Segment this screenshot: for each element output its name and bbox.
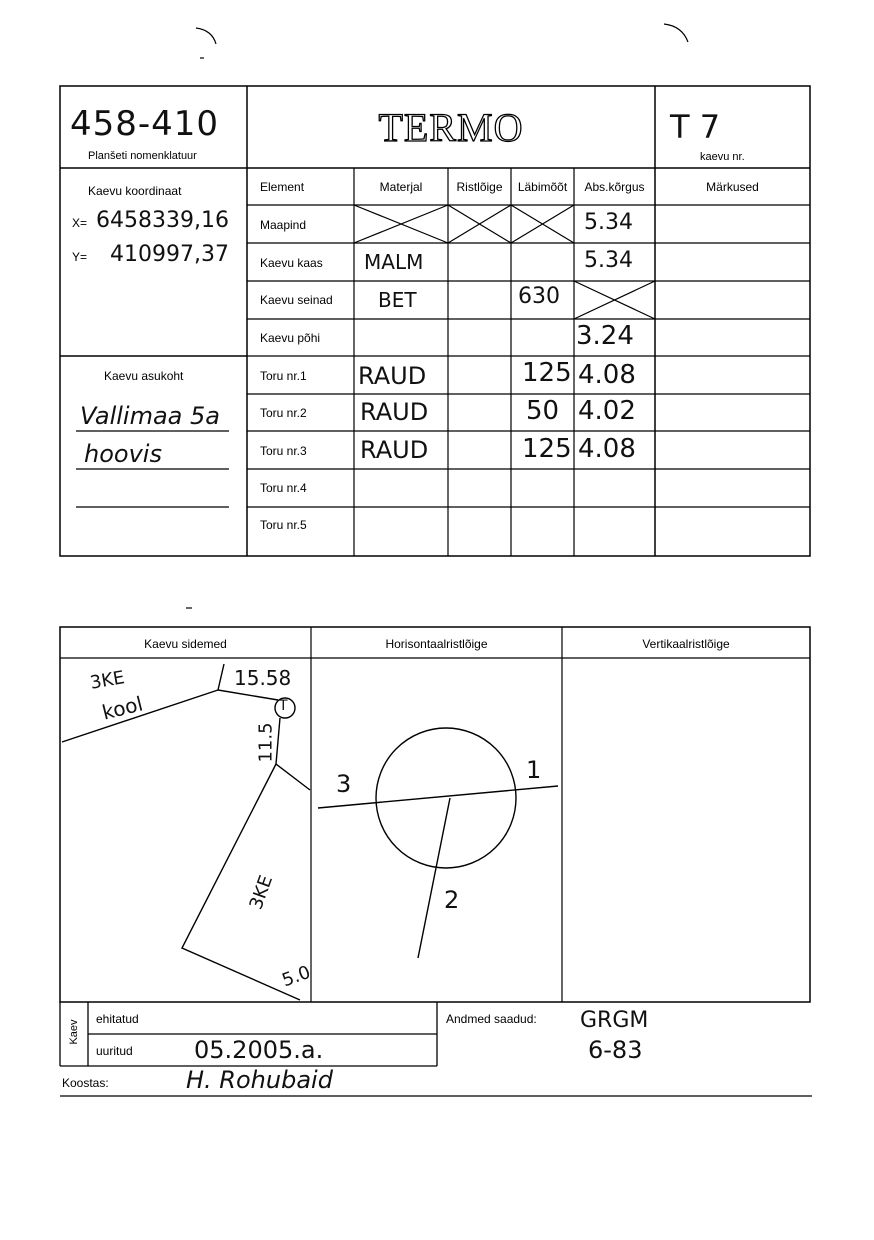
y-prefix: Y= <box>72 250 88 264</box>
sketch-col-connections: Kaevu sidemed <box>144 637 227 651</box>
pipe-label-2: 2 <box>444 886 460 914</box>
well-number: T 7 <box>670 108 721 146</box>
x-value: 6458339,16 <box>96 208 229 233</box>
row-element: Toru nr.1 <box>260 369 307 383</box>
header-cross: Ristlõige <box>456 180 503 194</box>
annot-distance-bottom: 5.0 <box>279 961 314 992</box>
plansheet-number: 458-410 <box>70 104 220 144</box>
row-abs: 3.24 <box>576 321 634 351</box>
annot-distance-top: 15.58 <box>234 666 292 690</box>
sketch-col-horizontal: Horisontaalristlõige <box>385 637 488 651</box>
header-material: Materjal <box>379 180 423 194</box>
header-diameter: Läbimõõt <box>517 180 568 194</box>
data-source-value-1: GRGM <box>580 1008 649 1033</box>
row-material: RAUD <box>358 362 427 390</box>
sketch-col-vertical: Vertikaalristlõige <box>642 637 730 651</box>
row-material: RAUD <box>360 436 429 464</box>
coordinates-label: Kaevu koordinaat <box>88 184 182 198</box>
x-prefix: X= <box>72 216 88 230</box>
annot-building-2: kool <box>99 691 146 725</box>
row-abs: 5.34 <box>584 210 633 235</box>
header-abs: Abs.kõrgus <box>584 180 645 194</box>
location-line2: hoovis <box>84 440 162 468</box>
header-notes: Märkused <box>706 180 759 194</box>
annot-well: T <box>279 698 288 714</box>
company-logo: TERMO <box>378 105 524 150</box>
row-element: Toru nr.3 <box>260 444 307 458</box>
row-diameter: 125 <box>522 434 572 464</box>
plansheet-label: Planšeti nomenklatuur <box>88 150 197 162</box>
annot-building-1: 3KE <box>88 667 127 694</box>
row-diameter: 125 <box>522 358 572 388</box>
compiled-value: H. Rohubaid <box>186 1066 333 1094</box>
y-value: 410997,37 <box>110 242 229 267</box>
row-element: Toru nr.2 <box>260 406 307 420</box>
site-sketch <box>62 664 310 1000</box>
well-number-label: kaevu nr. <box>700 151 745 163</box>
surveyed-value: 05.2005.a. <box>194 1036 324 1064</box>
row-abs: 4.08 <box>578 434 636 464</box>
row-element: Kaevu kaas <box>260 256 323 270</box>
compiled-label: Koostas: <box>62 1076 109 1090</box>
header-element: Element <box>260 180 305 194</box>
row-element: Toru nr.5 <box>260 518 307 532</box>
pipe-label-1: 1 <box>526 756 542 784</box>
row-material: MALM <box>364 250 424 274</box>
punch-mark-left <box>196 28 216 44</box>
location-label: Kaevu asukoht <box>104 369 184 383</box>
data-source-value-2: 6-83 <box>588 1036 643 1064</box>
location-line1: Vallimaa 5a <box>80 402 220 430</box>
row-abs: 4.02 <box>578 396 636 426</box>
annot-distance-side: 11.5 <box>255 722 277 763</box>
punch-mark-right <box>664 24 688 42</box>
data-source-label: Andmed saadud: <box>446 1012 537 1026</box>
surveyed-label: uuritud <box>96 1044 133 1058</box>
row-material: BET <box>378 288 417 312</box>
row-element: Maapind <box>260 218 307 232</box>
row-material: RAUD <box>360 398 429 426</box>
row-abs: 4.08 <box>578 360 636 390</box>
row-diameter: 50 <box>526 396 560 426</box>
row-element: Toru nr.4 <box>260 481 307 495</box>
horizontal-section <box>318 728 558 958</box>
row-element: Kaevu seinad <box>260 293 333 307</box>
built-label: ehitatud <box>96 1012 139 1026</box>
row-diameter: 630 <box>518 284 560 309</box>
row-element: Kaevu põhi <box>260 331 321 345</box>
pipe-label-3: 3 <box>336 770 352 798</box>
row-abs: 5.34 <box>584 248 633 273</box>
footer-side-label: Kaev <box>68 1019 80 1045</box>
sketch-frame <box>60 627 810 1002</box>
footer-frame <box>60 1002 812 1096</box>
annot-building-3: 3KE <box>245 872 278 913</box>
